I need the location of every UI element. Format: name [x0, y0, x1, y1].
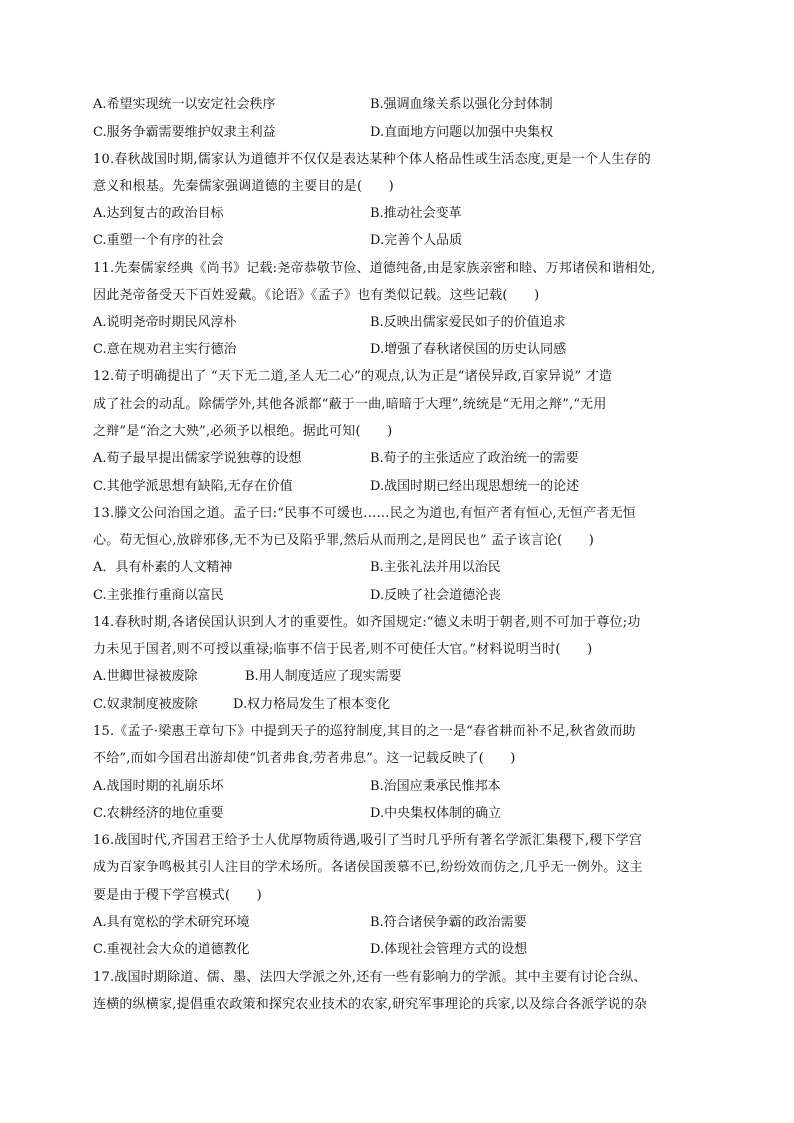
q9-option-a: A.希望实现统一以安定社会秩序 — [93, 97, 276, 112]
q11-option-d: D.增强了春秋诸侯国的历史认同感 — [370, 342, 567, 357]
q13-option-d: D.反映了社会道德沦丧 — [370, 588, 502, 603]
q10-option-b: B.推动社会变革 — [370, 206, 462, 221]
q15-option-a: A.战国时期的礼崩乐坏 — [93, 779, 224, 794]
q12-option-b: B.荀子的主张适应了政治统一的需要 — [370, 451, 579, 466]
q15-option-b: B.治国应秉承民惟邦本 — [370, 779, 501, 794]
q16-stem-line-3: 要是由于稷下学宫模式( ) — [93, 888, 262, 903]
q16-option-b: B.符合诸侯争霸的政治需要 — [370, 915, 527, 930]
q13-option-a: A．具有朴素的人文精神 — [93, 560, 233, 575]
q12-stem-line-1: 12.荀子明确提出了 “天下无二道,圣人无二心”的观点,认为正是“诸侯异政,百家异说” 才造 — [93, 369, 613, 384]
q11-stem-line-2: 因此尧帝备受天下百姓爱戴。《论语》《孟子》也有类似记载。这些记载( ) — [93, 288, 540, 303]
q14-stem-line-2: 力未见于国者,则不可授以重禄;临事不信于民者,则不可使任大官。”材料说明当时( ) — [93, 642, 593, 657]
q17-stem-line-2: 连横的纵横家,提倡重农政策和探究农业技术的农家,研究军事理论的兵家,以及综合各派学说的杂 — [93, 997, 648, 1012]
q13-stem-line-2: 心。苟无恒心,放辟邪侈,无不为已及陷乎罪,然后从而刑之,是罔民也” 孟子该言论( ) — [93, 533, 595, 548]
q9-option-d: D.直面地方问题以加强中央集权 — [370, 125, 554, 140]
q12-option-d: D.战国时期已经出现思想统一的论述 — [370, 479, 580, 494]
q14-option-b: B.用人制度适应了现实需要 — [245, 669, 402, 684]
q16-stem-line-2: 成为百家争鸣极其引人注目的学术场所。各诸侯国羡慕不已,纷纷效而仿之,几乎无一例外。这主 — [93, 860, 643, 875]
q10-option-a: A.达到复古的政治目标 — [93, 206, 224, 221]
q15-option-d: D.中央集权体制的确立 — [370, 806, 502, 821]
q14-option-a: A.世卿世禄被废除 — [93, 669, 198, 684]
q11-option-b: B.反映出儒家爱民如子的价值追求 — [370, 315, 566, 330]
q12-stem-line-2: 成了社会的动乱。除儒学外,其他各派都“蔽于一曲,暗暗于大理”,统统是“无用之辩”,“无用 — [93, 397, 607, 412]
q14-option-d: D.权力格局发生了根本变化 — [233, 697, 391, 712]
q13-stem-line-1: 13.滕文公问治国之道。孟子曰:“民事不可缓也……民之为道也,有恒产者有恒心,无恒产者无恒 — [93, 506, 636, 521]
q11-option-c: C.意在规劝君主实行德治 — [93, 342, 237, 357]
q11-option-a: A.说明尧帝时期民风淳朴 — [93, 315, 237, 330]
q13-option-b: B.主张礼法并用以治民 — [370, 560, 501, 575]
q16-stem-line-1: 16.战国时代,齐国君王给予士人优厚物质待遇,吸引了当时几乎所有著名学派汇集稷下,稷下学宫 — [93, 833, 643, 848]
q10-stem-line-1: 10.春秋战国时期,儒家认为道德并不仅仅是表达某种个体人格品性或生活态度,更是一个人生存的 — [93, 152, 651, 167]
q16-option-c: C.重视社会大众的道德教化 — [93, 942, 250, 957]
q15-stem-line-2: 不给”,而如今国君出游却使“饥者弗食,劳者弗息”。这一记载反映了( ) — [93, 751, 516, 766]
q10-stem-line-2: 意义和根基。先秦儒家强调道德的主要目的是( ) — [93, 179, 394, 194]
q9-option-c: C.服务争霸需要维护奴隶主利益 — [93, 125, 276, 140]
q12-option-a: A.荀子最早提出儒家学说独尊的设想 — [93, 451, 302, 466]
q14-stem-line-1: 14.春秋时期,各诸侯国认识到人才的重要性。如齐国规定:“德义未明于朝者,则不可加于尊位;功 — [93, 615, 641, 630]
q13-option-c: C.主张推行重商以富民 — [93, 588, 224, 603]
q10-option-d: D.完善个人品质 — [370, 233, 463, 248]
q10-option-c: C.重塑一个有序的社会 — [93, 233, 224, 248]
q12-stem-line-3: 之辩”是“治之大殃”,必须予以根绝。据此可知( ) — [93, 424, 393, 439]
q17-stem-line-1: 17.战国时期除道、儒、墨、法四大学派之外,还有一些有影响力的学派。其中主要有讨论合纵、 — [93, 970, 647, 985]
q15-stem-line-1: 15.《孟子·梁惠王章句下》中提到天子的巡狩制度,其目的之一是“春省耕而补不足,秋省敛而助 — [93, 724, 636, 739]
q11-stem-line-1: 11.先秦儒家经典《尚书》记载:尧帝恭敬节俭、道德纯备,由是家族亲密和睦、万邦诸侯和谐相处, — [93, 261, 656, 276]
q12-option-c: C.其他学派思想有缺陷,无存在价值 — [93, 479, 293, 494]
q15-option-c: C.农耕经济的地位重要 — [93, 806, 224, 821]
q16-option-a: A.具有宽松的学术研究环境 — [93, 915, 250, 930]
q9-option-b: B.强调血缘关系以强化分封体制 — [370, 97, 553, 112]
q14-option-c: C.奴隶制度被废除 — [93, 697, 198, 712]
q16-option-d: D.体现社会管理方式的设想 — [370, 942, 528, 957]
